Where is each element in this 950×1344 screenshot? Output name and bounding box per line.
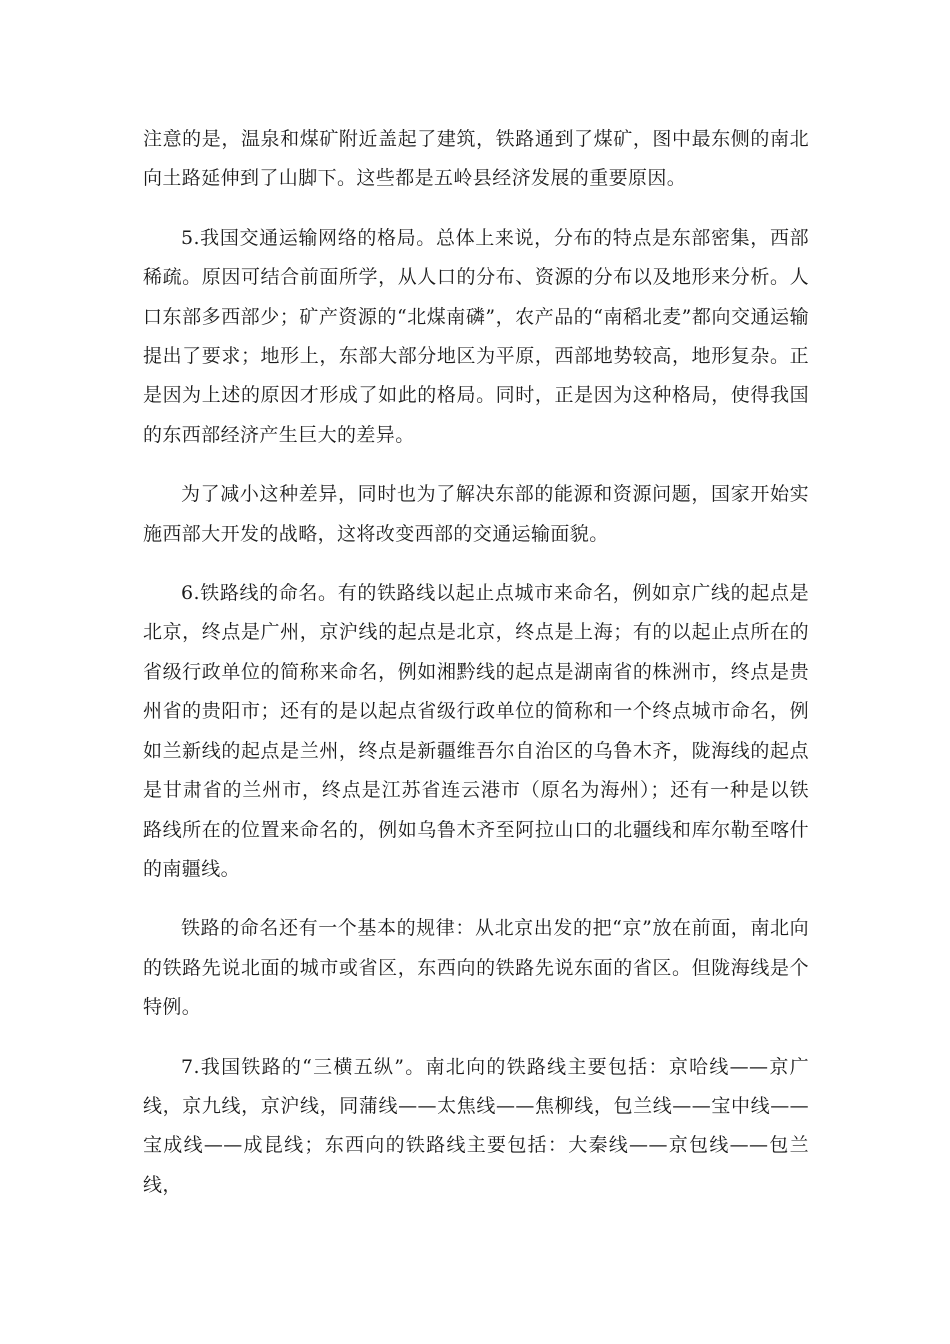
paragraph-5: 铁路的命名还有一个基本的规律：从北京出发的把“京”放在前面，南北向的铁路先说北面的城市或省区，东西向的铁路先说东面的省区。但陇海线是个特例。 xyxy=(143,917,809,1019)
paragraph-1: 注意的是，温泉和煤矿附近盖起了建筑，铁路通到了煤矿，图中最东侧的南北向土路延伸到了山脚下。这些都是五岭县经济发展的重要原因。 xyxy=(143,128,809,190)
paragraph-3: 为了减小这种差异，同时也为了解决东部的能源和资源问题，国家开始实施西部大开发的战略，这将改变西部的交通运输面貌。 xyxy=(143,483,809,545)
paragraph-4: 6.铁路线的命名。有的铁路线以起止点城市来命名，例如京广线的起点是北京，终点是广州，京沪线的起点是北京，终点是上海；有的以起止点所在的省级行政单位的简称来命名，例如湘黔线的起点是湖南省的株洲市，终点是贵州省的贵阳市；还有的是以起点省级行政单位的简称和一个终点城市命名，例如兰新线的起点是兰州，终点是新疆维吾尔自治区的乌鲁木齐，陇海线的起点是甘肃省的兰州市，终点是江苏省连云港市（原名为海州）；还有一种是以铁路线所在的位置来命名的，例如乌鲁木齐至阿拉山口的北疆线和库尔勒至喀什的南疆线。 xyxy=(143,582,809,880)
paragraph-2: 5.我国交通运输网络的格局。总体上来说，分布的特点是东部密集，西部稀疏。原因可结合前面所学，从人口的分布、资源的分布以及地形来分析。人口东部多西部少；矿产资源的“北煤南磷”，农产品的“南稻北麦”都向交通运输提出了要求；地形上，东部大部分地区为平原，西部地势较高，地形复杂。正是因为上述的原因才形成了如此的格局。同时，正是因为这种格局，使得我国的东西部经济产生巨大的差异。 xyxy=(143,226,809,446)
paragraph-6: 7.我国铁路的“三横五纵”。南北向的铁路线主要包括：京哈线——京广线，京九线，京沪线，同蒲线——太焦线——焦柳线，包兰线——宝中线——宝成线——成昆线；东西向的铁路线主要包括：大秦线——京包线——包兰线， xyxy=(143,1055,809,1196)
document-body xyxy=(143,120,809,1225)
